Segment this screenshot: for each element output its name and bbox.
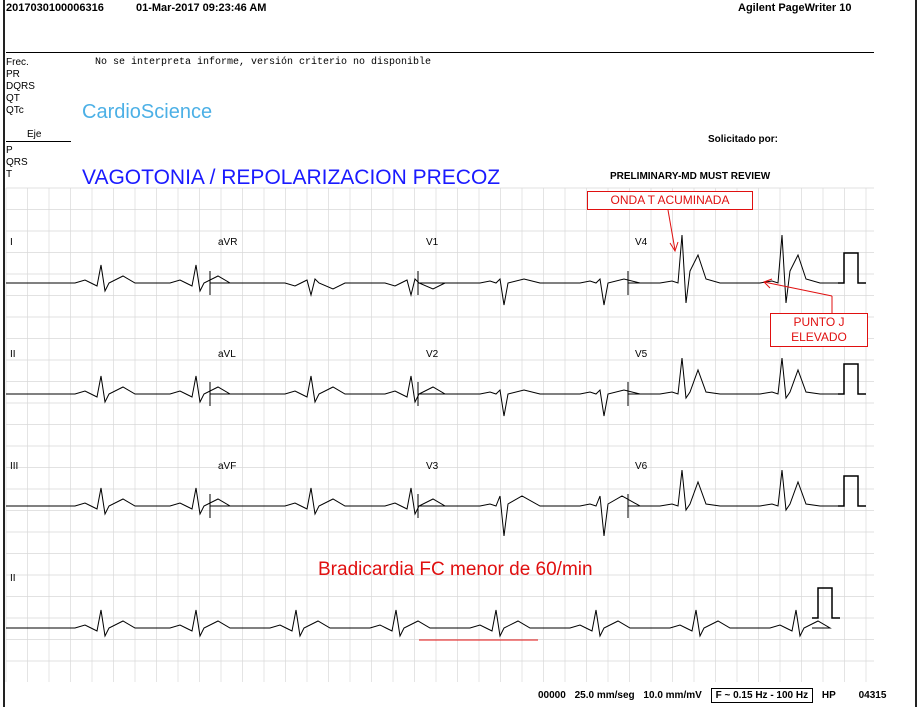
lead-label-avl: aVL bbox=[218, 349, 236, 360]
review-status: PRELIMINARY-MD MUST REVIEW bbox=[610, 171, 771, 182]
report-note: No se interpreta informe, versión criterio no disponible bbox=[95, 57, 432, 68]
header-divider bbox=[6, 52, 874, 53]
measurement-pr: PR bbox=[6, 69, 20, 80]
ecg-trace-row1-col4 bbox=[628, 235, 838, 303]
annotation-j-point bbox=[770, 313, 868, 347]
requested-by-label: Solicitado por: bbox=[708, 134, 778, 145]
ecg-trace-row2-col4 bbox=[628, 358, 838, 398]
ecg-trace-row3-col2 bbox=[210, 488, 445, 514]
footer-bar bbox=[538, 688, 892, 703]
axis-p: P bbox=[6, 145, 13, 156]
diagnosis-title: VAGOTONIA / REPOLARIZACION PRECOZ bbox=[82, 166, 501, 189]
ecg-trace-row1-col1 bbox=[6, 265, 230, 291]
ecg-trace-row2-col2 bbox=[210, 376, 445, 402]
annotation-bradycardia: Bradicardia FC menor de 60/min bbox=[318, 559, 593, 580]
ecg-trace-rhythm-ii bbox=[6, 610, 830, 636]
calibration-pulse bbox=[838, 253, 866, 283]
axis-t: T bbox=[6, 169, 13, 180]
calibration-pulse bbox=[812, 588, 840, 618]
measurement-qtc: QTc bbox=[6, 105, 24, 116]
axis-divider bbox=[6, 141, 71, 142]
footer-filter: F ~ 0.15 Hz - 100 Hz bbox=[711, 688, 814, 703]
ecg-trace-row3-col4 bbox=[628, 470, 838, 510]
lead-label-v3: V3 bbox=[426, 461, 439, 472]
device-name: Agilent PageWriter 10 bbox=[738, 2, 852, 14]
calibration-pulse bbox=[838, 476, 866, 506]
annotation-t-wave: ONDA T ACUMINADA bbox=[587, 191, 753, 210]
ecg-trace-row2-col1 bbox=[6, 376, 230, 402]
lead-label-v4: V4 bbox=[635, 237, 648, 248]
record-datetime: 01-Mar-2017 09:23:46 AM bbox=[136, 2, 267, 14]
footer-hp: HP bbox=[821, 690, 836, 701]
ecg-trace-row1-col3 bbox=[418, 279, 640, 305]
axis-qrs: QRS bbox=[6, 157, 28, 168]
calibration-pulse bbox=[838, 364, 866, 394]
footer-page: 04315 bbox=[858, 690, 887, 701]
axis-title: Eje bbox=[27, 129, 42, 140]
footer-code: 00000 bbox=[538, 690, 566, 701]
lead-label-avr: aVR bbox=[218, 237, 238, 248]
annotation-arrow-t-wave bbox=[668, 210, 675, 250]
brand-name: CardioScience bbox=[82, 101, 213, 123]
measurement-dqrs: DQRS bbox=[6, 81, 35, 92]
ecg-trace-row1-col2 bbox=[210, 279, 445, 295]
annotation-j-point-line2: ELEVADO bbox=[791, 330, 847, 344]
footer-gain: 10.0 mm/mV bbox=[643, 690, 702, 701]
lead-label-v6: V6 bbox=[635, 461, 648, 472]
lead-label-ii: II bbox=[10, 349, 16, 360]
annotation-j-point-line1: PUNTO J bbox=[793, 315, 845, 329]
lead-label-v5: V5 bbox=[635, 349, 648, 360]
annotation-arrow-j-point bbox=[764, 282, 832, 296]
ecg-trace-row3-col1 bbox=[6, 488, 230, 514]
lead-label-avf: aVF bbox=[218, 461, 237, 472]
lead-label-i: I bbox=[10, 237, 13, 248]
lead-label-iii: III bbox=[10, 461, 19, 472]
footer-speed: 25.0 mm/seg bbox=[574, 690, 635, 701]
lead-label-v2: V2 bbox=[426, 349, 439, 360]
patient-id: 2017030100006316 bbox=[6, 2, 104, 14]
measurement-qt: QT bbox=[6, 93, 20, 104]
lead-label-rhythm-ii: II bbox=[10, 573, 16, 584]
measurement-frec: Frec. bbox=[6, 57, 29, 68]
lead-label-v1: V1 bbox=[426, 237, 439, 248]
ecg-trace-row3-col3 bbox=[418, 496, 640, 536]
